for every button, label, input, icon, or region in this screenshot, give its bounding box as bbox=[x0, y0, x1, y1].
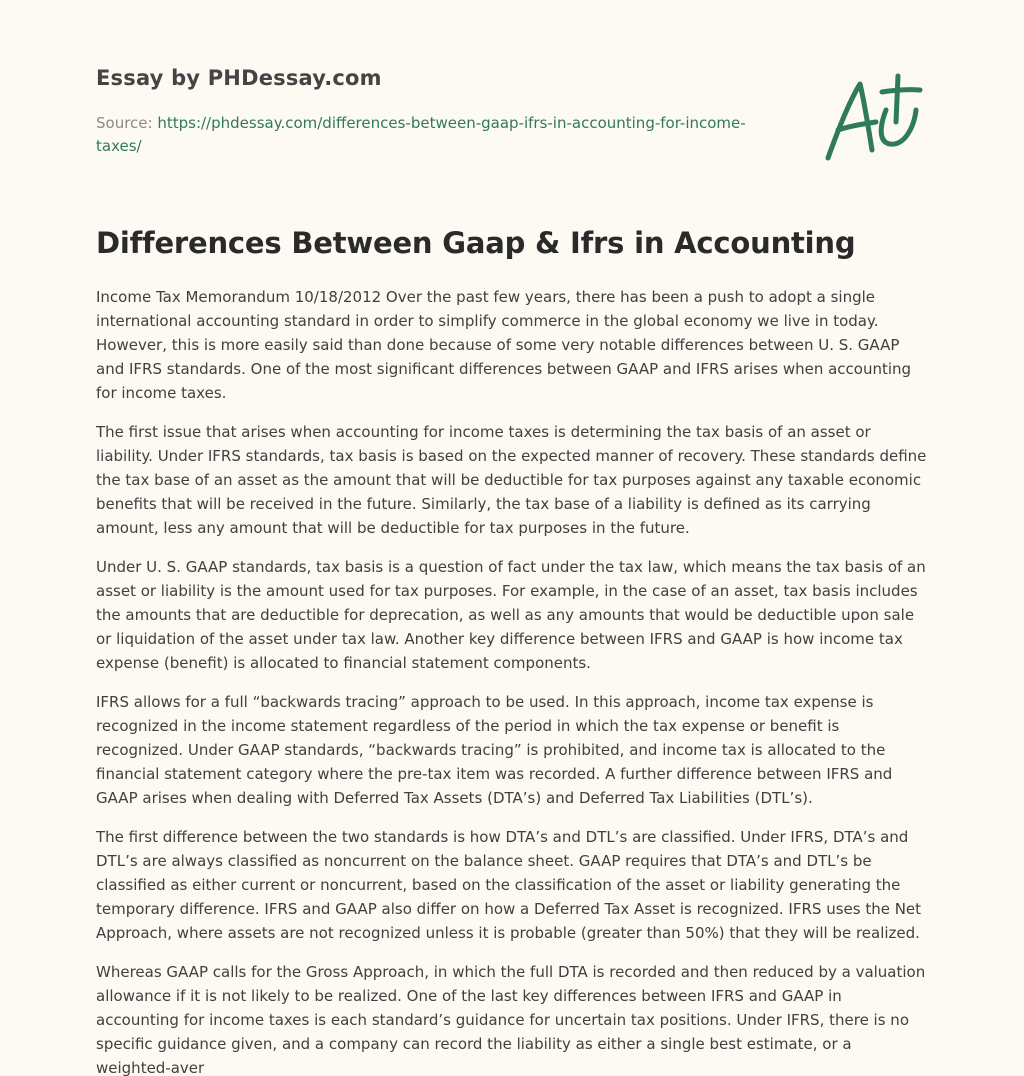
essay-paragraph: The first issue that arises when accounting for income taxes is determining the tax basis of an asset or liability. Under IFRS standards, tax basis is based on the expected manner of recovery. These standards define the tax base of an asset as the amount that will be deductible for tax purposes against any taxable economic benefits that will be received in the future. Similarly, the tax base of a liability is defined as its carrying amount, less any amount that will be deductible for tax purposes in the future. bbox=[96, 423, 927, 537]
source-label: Source: bbox=[96, 114, 158, 132]
source-link[interactable]: https://phdessay.com/differences-between-gaap-ifrs-in-accounting-for-income-taxes/ bbox=[96, 114, 746, 155]
essay-paragraph: Income Tax Memorandum 10/18/2012 Over the past few years, there has been a push to adopt a single international accounting standard in order to simplify commerce in the global economy we live in today. However, this is more easily said than done because of some very notable differences between U. S. GAAP and IFRS standards. One of the most significant differences between GAAP and IFRS arises when accounting for income taxes. bbox=[96, 288, 912, 402]
essay-paragraph: IFRS allows for a full “backwards tracing” approach to be used. In this approach, income tax expense is recognized in the income statement regardless of the period in which the tax expense or benefit is recognized. Under GAAP standards, “backwards tracing” is prohibited, and income tax is allocated to the financial statement category where the pre-tax item was recorded. A further difference between IFRS and GAAP arises when dealing with Deferred Tax Assets (DTA’s) and Deferred Tax Liabilities (DTL’s). bbox=[96, 693, 893, 807]
source-line bbox=[96, 112, 756, 158]
essay-body bbox=[96, 285, 928, 1076]
essay-paragraph: Under U. S. GAAP standards, tax basis is a question of fact under the tax law, which means the tax basis of an asset or liability is the amount used for tax purposes. For example, in the case of an asset, tax basis includes the amounts that are deductible for deprecation, as well as any amounts that would be deductible upon sale or liquidation of the asset under tax law. Another key difference between IFRS and GAAP is how income tax expense (benefit) is allocated to financial statement components. bbox=[96, 558, 926, 672]
essay-paragraph: The first difference between the two standards is how DTA’s and DTL’s are classified. Under IFRS, DTA’s and DTL’s are always classified as noncurrent on the balance sheet. GAAP requires that DTA’s and DTL’s be classified as either current or noncurrent, based on the classification of the asset or liability generating the temporary difference. IFRS and GAAP also differ on how a Deferred Tax Asset is recognized. IFRS uses the Net Approach, where assets are not recognized unless it is probable (greater than 50%) that they will be realized. bbox=[96, 828, 922, 942]
a-plus-logo-icon bbox=[820, 70, 926, 164]
essay-paragraph: Whereas GAAP calls for the Gross Approach, in which the full DTA is recorded and then reduced by a valuation allowance if it is not likely to be realized. One of the last key differences between IFRS and GAAP in accounting for income taxes is each standard’s guidance for uncertain tax positions. Under IFRS, there is no specific guidance given, and a company can record the liability as either a single best estimate, or a weighted-aver bbox=[96, 963, 926, 1076]
brand-title: Essay by PHDessay.com bbox=[96, 66, 382, 90]
essay-title: Differences Between Gaap & Ifrs in Accounting bbox=[96, 226, 856, 260]
